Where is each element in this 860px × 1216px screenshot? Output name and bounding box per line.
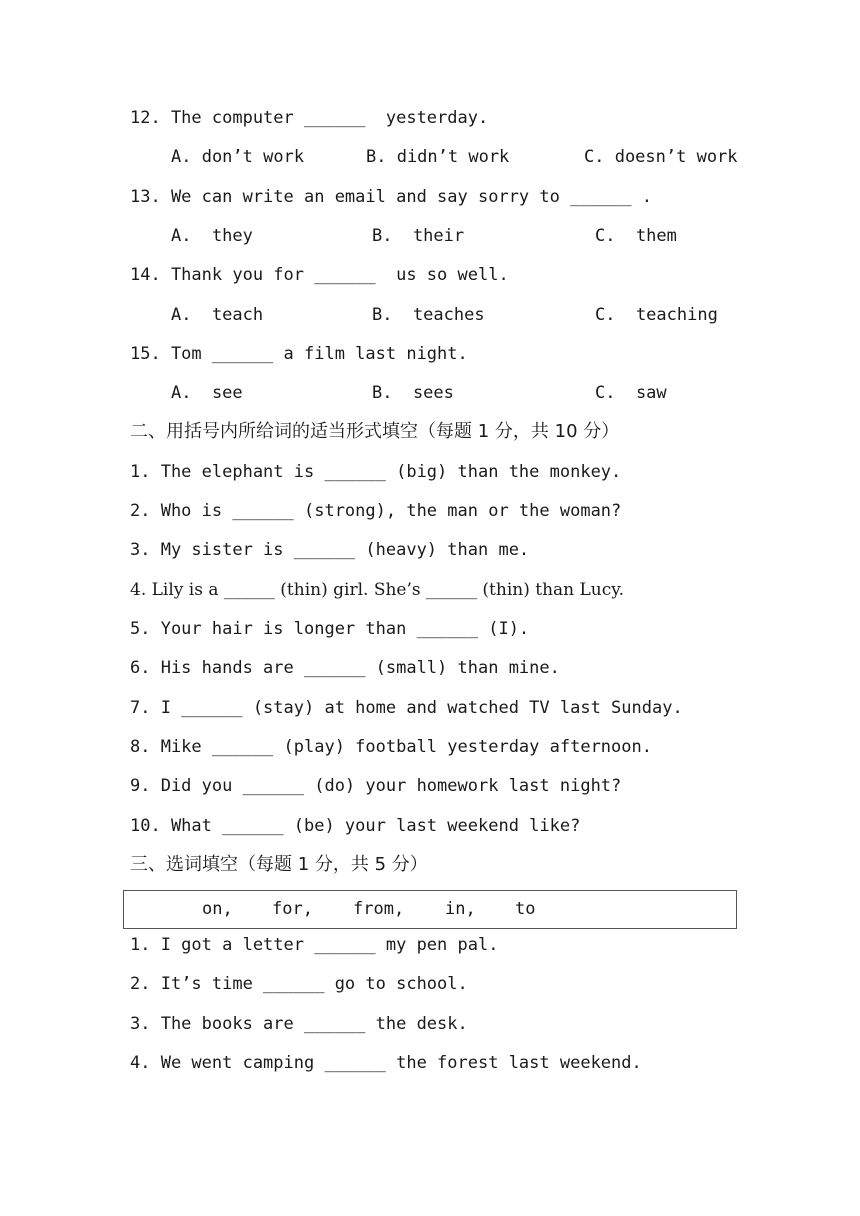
question-15-option-a: A. see: [171, 383, 243, 403]
question-12-stem: 12. The computer ______ yesterday.: [130, 108, 489, 128]
question-14-option-a: A. teach: [171, 305, 264, 325]
question-12-option-c: C. doesn’t work: [584, 147, 738, 167]
question-14-option-b: B. teaches: [372, 305, 485, 325]
word-bank-box: [123, 890, 737, 929]
section-3-item: 2. It’s time ______ go to school.: [130, 974, 468, 994]
section-2-item: 10. What ______ (be) your last weekend like?: [130, 816, 581, 836]
word-bank-word: from,: [353, 899, 405, 919]
section-2-item: 6. His hands are ______ (small) than mine.: [130, 658, 560, 678]
question-13-stem: 13. We can write an email and say sorry to ______ .: [130, 187, 652, 207]
question-12-option-a: A. don’t work: [171, 147, 305, 167]
question-13-option-c: C. them: [595, 226, 677, 246]
word-bank-word: in,: [445, 899, 476, 919]
question-12-option-b: B. didn’t work: [366, 147, 510, 167]
section-3-heading: 三、选词填空（每题 1 分，共 5 分）: [130, 854, 428, 875]
section-2-item: 8. Mike ______ (play) football yesterday afternoon.: [130, 737, 652, 757]
section-2-item: 1. The elephant is ______ (big) than the monkey.: [130, 462, 622, 482]
section-3-item: 4. We went camping ______ the forest last weekend.: [130, 1053, 642, 1073]
question-14-option-c: C. teaching: [595, 305, 718, 325]
section-2-item: 3. My sister is ______ (heavy) than me.: [130, 540, 530, 560]
question-13-option-a: A. they: [171, 226, 253, 246]
section-2-item: 2. Who is ______ (strong), the man or the woman?: [130, 501, 622, 521]
section-2-heading: 二、用括号内所给词的适当形式填空（每题 1 分，共 10 分）: [130, 421, 620, 442]
question-15-stem: 15. Tom ______ a film last night.: [130, 344, 468, 364]
section-2-item: 4. Lily is a ______ (thin) girl. She’s ______ (thin) than Lucy.: [130, 580, 625, 600]
section-2-item: 9. Did you ______ (do) your homework last night?: [130, 776, 622, 796]
section-3-item: 3. The books are ______ the desk.: [130, 1014, 468, 1034]
word-bank-word: to: [515, 899, 536, 919]
section-2-item: 7. I ______ (stay) at home and watched TV last Sunday.: [130, 698, 683, 718]
question-13-option-b: B. their: [372, 226, 465, 246]
section-2-item: 5. Your hair is longer than ______ (I).: [130, 619, 530, 639]
question-15-option-c: C. saw: [595, 383, 667, 403]
section-3-item: 1. I got a letter ______ my pen pal.: [130, 935, 499, 955]
word-bank-word: on,: [202, 899, 233, 919]
word-bank-word: for,: [272, 899, 313, 919]
question-15-option-b: B. sees: [372, 383, 454, 403]
question-14-stem: 14. Thank you for ______ us so well.: [130, 265, 509, 285]
